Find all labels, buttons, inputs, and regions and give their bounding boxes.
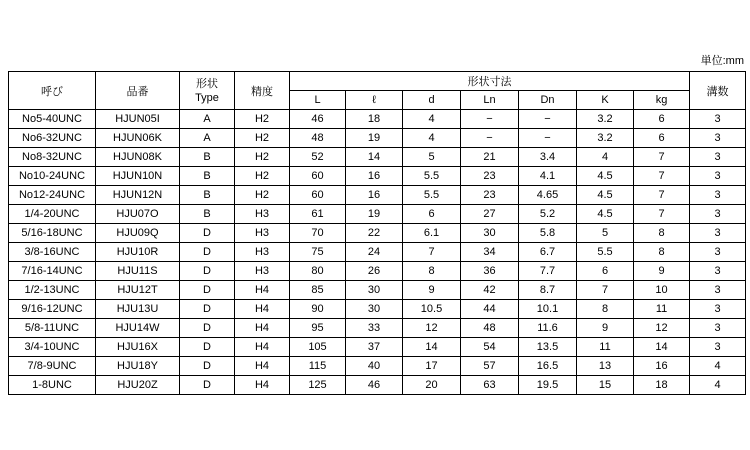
cell-kg: 7 bbox=[634, 148, 690, 167]
cell-ln: 44 bbox=[461, 300, 519, 319]
cell-accuracy: H3 bbox=[235, 243, 290, 262]
cell-script-l: 40 bbox=[346, 357, 403, 376]
cell-grooves: 3 bbox=[690, 300, 746, 319]
cell-dn: 10.1 bbox=[519, 300, 577, 319]
cell-ln: 63 bbox=[461, 376, 519, 395]
cell-type: D bbox=[180, 319, 235, 338]
cell-d: 9 bbox=[403, 281, 461, 300]
table-row bbox=[9, 129, 746, 148]
cell-kg: 7 bbox=[634, 186, 690, 205]
cell-script-l: 30 bbox=[346, 300, 403, 319]
cell-accuracy: H4 bbox=[235, 319, 290, 338]
cell-call: 1-8UNC bbox=[9, 376, 96, 395]
cell-l: 80 bbox=[290, 262, 346, 281]
cell-call: 3/4-10UNC bbox=[9, 338, 96, 357]
cell-grooves: 4 bbox=[690, 376, 746, 395]
cell-k: 4 bbox=[577, 148, 634, 167]
header-dimensions: 形状寸法 bbox=[290, 72, 690, 91]
cell-l: 70 bbox=[290, 224, 346, 243]
cell-type: B bbox=[180, 186, 235, 205]
header-shape-type bbox=[180, 72, 235, 110]
cell-ln: 36 bbox=[461, 262, 519, 281]
cell-kg: 9 bbox=[634, 262, 690, 281]
cell-part-number: HJU16X bbox=[96, 338, 180, 357]
cell-k: 5 bbox=[577, 224, 634, 243]
cell-accuracy: H2 bbox=[235, 110, 290, 129]
cell-grooves: 3 bbox=[690, 129, 746, 148]
cell-ln: 23 bbox=[461, 167, 519, 186]
cell-l: 85 bbox=[290, 281, 346, 300]
cell-k: 4.5 bbox=[577, 167, 634, 186]
cell-type: D bbox=[180, 243, 235, 262]
cell-call: 1/4-20UNC bbox=[9, 205, 96, 224]
cell-kg: 16 bbox=[634, 357, 690, 376]
cell-script-l: 16 bbox=[346, 186, 403, 205]
table-row bbox=[9, 110, 746, 129]
table-row bbox=[9, 243, 746, 262]
header-type-label: Type bbox=[195, 91, 219, 104]
cell-ln: 21 bbox=[461, 148, 519, 167]
table-row bbox=[9, 281, 746, 300]
cell-accuracy: H2 bbox=[235, 167, 290, 186]
cell-k: 8 bbox=[577, 300, 634, 319]
cell-call: 3/8-16UNC bbox=[9, 243, 96, 262]
header-dim-ln: Ln bbox=[461, 91, 519, 110]
cell-type: A bbox=[180, 129, 235, 148]
cell-ln: − bbox=[461, 110, 519, 129]
cell-accuracy: H2 bbox=[235, 129, 290, 148]
cell-d: 5.5 bbox=[403, 186, 461, 205]
header-dim-k: K bbox=[577, 91, 634, 110]
cell-kg: 7 bbox=[634, 205, 690, 224]
cell-type: A bbox=[180, 110, 235, 129]
header-dim-kg: kg bbox=[634, 91, 690, 110]
cell-l: 90 bbox=[290, 300, 346, 319]
cell-accuracy: H4 bbox=[235, 357, 290, 376]
cell-dn: 4.65 bbox=[519, 186, 577, 205]
cell-k: 3.2 bbox=[577, 110, 634, 129]
cell-l: 52 bbox=[290, 148, 346, 167]
cell-part-number: HJUN06K bbox=[96, 129, 180, 148]
cell-l: 61 bbox=[290, 205, 346, 224]
cell-grooves: 3 bbox=[690, 167, 746, 186]
cell-d: 5.5 bbox=[403, 167, 461, 186]
cell-accuracy: H2 bbox=[235, 148, 290, 167]
cell-d: 5 bbox=[403, 148, 461, 167]
cell-script-l: 37 bbox=[346, 338, 403, 357]
cell-script-l: 14 bbox=[346, 148, 403, 167]
cell-ln: 27 bbox=[461, 205, 519, 224]
cell-call: 5/8-11UNC bbox=[9, 319, 96, 338]
cell-part-number: HJU13U bbox=[96, 300, 180, 319]
cell-dn: 4.1 bbox=[519, 167, 577, 186]
cell-type: D bbox=[180, 376, 235, 395]
cell-k: 3.2 bbox=[577, 129, 634, 148]
cell-grooves: 3 bbox=[690, 205, 746, 224]
cell-type: D bbox=[180, 357, 235, 376]
cell-part-number: HJUN08K bbox=[96, 148, 180, 167]
header-grooves: 溝数 bbox=[690, 72, 746, 110]
cell-kg: 6 bbox=[634, 110, 690, 129]
cell-type: B bbox=[180, 167, 235, 186]
table-row bbox=[9, 338, 746, 357]
cell-grooves: 3 bbox=[690, 319, 746, 338]
cell-dn: 19.5 bbox=[519, 376, 577, 395]
cell-part-number: HJU11S bbox=[96, 262, 180, 281]
cell-ln: 48 bbox=[461, 319, 519, 338]
cell-type: D bbox=[180, 281, 235, 300]
cell-accuracy: H3 bbox=[235, 224, 290, 243]
cell-accuracy: H3 bbox=[235, 205, 290, 224]
cell-l: 46 bbox=[290, 110, 346, 129]
cell-d: 17 bbox=[403, 357, 461, 376]
table-row bbox=[9, 262, 746, 281]
cell-call: No5-40UNC bbox=[9, 110, 96, 129]
cell-part-number: HJUN10N bbox=[96, 167, 180, 186]
cell-d: 12 bbox=[403, 319, 461, 338]
table-row bbox=[9, 186, 746, 205]
header-dim-dn: Dn bbox=[519, 91, 577, 110]
cell-l: 125 bbox=[290, 376, 346, 395]
cell-part-number: HJU09Q bbox=[96, 224, 180, 243]
header-part-number: 品番 bbox=[96, 72, 180, 110]
table-row bbox=[9, 224, 746, 243]
header-dim-l: L bbox=[290, 91, 346, 110]
cell-call: No12-24UNC bbox=[9, 186, 96, 205]
cell-d: 10.5 bbox=[403, 300, 461, 319]
cell-ln: 42 bbox=[461, 281, 519, 300]
cell-accuracy: H3 bbox=[235, 262, 290, 281]
cell-d: 4 bbox=[403, 129, 461, 148]
cell-part-number: HJUN05I bbox=[96, 110, 180, 129]
cell-accuracy: H4 bbox=[235, 281, 290, 300]
cell-ln: 23 bbox=[461, 186, 519, 205]
cell-grooves: 3 bbox=[690, 224, 746, 243]
cell-l: 60 bbox=[290, 186, 346, 205]
cell-script-l: 46 bbox=[346, 376, 403, 395]
cell-type: D bbox=[180, 224, 235, 243]
cell-l: 115 bbox=[290, 357, 346, 376]
header-dim-script-l: ℓ bbox=[346, 91, 403, 110]
table-row bbox=[9, 148, 746, 167]
cell-kg: 14 bbox=[634, 338, 690, 357]
cell-k: 6 bbox=[577, 262, 634, 281]
cell-type: D bbox=[180, 338, 235, 357]
cell-kg: 10 bbox=[634, 281, 690, 300]
cell-l: 60 bbox=[290, 167, 346, 186]
cell-grooves: 4 bbox=[690, 357, 746, 376]
cell-dn: 13.5 bbox=[519, 338, 577, 357]
cell-l: 75 bbox=[290, 243, 346, 262]
cell-script-l: 24 bbox=[346, 243, 403, 262]
cell-k: 4.5 bbox=[577, 186, 634, 205]
table-body bbox=[9, 110, 746, 395]
cell-script-l: 18 bbox=[346, 110, 403, 129]
cell-part-number: HJU20Z bbox=[96, 376, 180, 395]
cell-call: 7/16-14UNC bbox=[9, 262, 96, 281]
table-row bbox=[9, 376, 746, 395]
cell-k: 9 bbox=[577, 319, 634, 338]
cell-ln: 54 bbox=[461, 338, 519, 357]
cell-call: No6-32UNC bbox=[9, 129, 96, 148]
cell-k: 7 bbox=[577, 281, 634, 300]
cell-d: 6 bbox=[403, 205, 461, 224]
cell-kg: 12 bbox=[634, 319, 690, 338]
cell-d: 20 bbox=[403, 376, 461, 395]
cell-kg: 18 bbox=[634, 376, 690, 395]
cell-l: 105 bbox=[290, 338, 346, 357]
cell-type: B bbox=[180, 205, 235, 224]
cell-d: 8 bbox=[403, 262, 461, 281]
cell-grooves: 3 bbox=[690, 148, 746, 167]
cell-part-number: HJU14W bbox=[96, 319, 180, 338]
cell-script-l: 19 bbox=[346, 129, 403, 148]
cell-dn: 16.5 bbox=[519, 357, 577, 376]
cell-kg: 6 bbox=[634, 129, 690, 148]
cell-grooves: 3 bbox=[690, 338, 746, 357]
cell-script-l: 33 bbox=[346, 319, 403, 338]
cell-part-number: HJU18Y bbox=[96, 357, 180, 376]
cell-dn: 3.4 bbox=[519, 148, 577, 167]
cell-grooves: 3 bbox=[690, 186, 746, 205]
cell-part-number: HJU10R bbox=[96, 243, 180, 262]
header-row bbox=[9, 72, 746, 91]
unit-label: 単位:mm bbox=[700, 55, 744, 67]
cell-kg: 11 bbox=[634, 300, 690, 319]
cell-script-l: 16 bbox=[346, 167, 403, 186]
cell-grooves: 3 bbox=[690, 243, 746, 262]
cell-d: 14 bbox=[403, 338, 461, 357]
cell-l: 48 bbox=[290, 129, 346, 148]
cell-call: 9/16-12UNC bbox=[9, 300, 96, 319]
cell-script-l: 22 bbox=[346, 224, 403, 243]
cell-accuracy: H4 bbox=[235, 376, 290, 395]
spec-table bbox=[8, 71, 746, 395]
cell-accuracy: H4 bbox=[235, 338, 290, 357]
cell-k: 4.5 bbox=[577, 205, 634, 224]
cell-part-number: HJU12T bbox=[96, 281, 180, 300]
cell-part-number: HJUN12N bbox=[96, 186, 180, 205]
cell-grooves: 3 bbox=[690, 262, 746, 281]
cell-dn: 6.7 bbox=[519, 243, 577, 262]
table-row bbox=[9, 300, 746, 319]
cell-d: 7 bbox=[403, 243, 461, 262]
header-shape-label: 形状 bbox=[196, 77, 218, 90]
cell-call: 1/2-13UNC bbox=[9, 281, 96, 300]
cell-script-l: 19 bbox=[346, 205, 403, 224]
cell-script-l: 26 bbox=[346, 262, 403, 281]
cell-ln: 57 bbox=[461, 357, 519, 376]
table-row bbox=[9, 205, 746, 224]
cell-d: 6.1 bbox=[403, 224, 461, 243]
cell-k: 13 bbox=[577, 357, 634, 376]
cell-type: B bbox=[180, 148, 235, 167]
cell-l: 95 bbox=[290, 319, 346, 338]
header-call: 呼び bbox=[9, 72, 96, 110]
header-accuracy: 精度 bbox=[235, 72, 290, 110]
table-row bbox=[9, 357, 746, 376]
cell-d: 4 bbox=[403, 110, 461, 129]
cell-grooves: 3 bbox=[690, 281, 746, 300]
cell-call: 5/16-18UNC bbox=[9, 224, 96, 243]
cell-grooves: 3 bbox=[690, 110, 746, 129]
cell-k: 5.5 bbox=[577, 243, 634, 262]
cell-kg: 7 bbox=[634, 167, 690, 186]
cell-call: No10-24UNC bbox=[9, 167, 96, 186]
table-row bbox=[9, 167, 746, 186]
cell-k: 11 bbox=[577, 338, 634, 357]
cell-dn: 8.7 bbox=[519, 281, 577, 300]
cell-call: No8-32UNC bbox=[9, 148, 96, 167]
cell-dn: 11.6 bbox=[519, 319, 577, 338]
cell-script-l: 30 bbox=[346, 281, 403, 300]
cell-call: 7/8-9UNC bbox=[9, 357, 96, 376]
cell-kg: 8 bbox=[634, 224, 690, 243]
cell-k: 15 bbox=[577, 376, 634, 395]
table-row bbox=[9, 319, 746, 338]
cell-dn: 5.8 bbox=[519, 224, 577, 243]
header-dim-d: d bbox=[403, 91, 461, 110]
cell-part-number: HJU07O bbox=[96, 205, 180, 224]
cell-dn: − bbox=[519, 129, 577, 148]
cell-dn: 7.7 bbox=[519, 262, 577, 281]
cell-ln: − bbox=[461, 129, 519, 148]
cell-ln: 30 bbox=[461, 224, 519, 243]
cell-type: D bbox=[180, 300, 235, 319]
cell-dn: 5.2 bbox=[519, 205, 577, 224]
cell-ln: 34 bbox=[461, 243, 519, 262]
cell-type: D bbox=[180, 262, 235, 281]
cell-accuracy: H2 bbox=[235, 186, 290, 205]
cell-accuracy: H4 bbox=[235, 300, 290, 319]
cell-dn: − bbox=[519, 110, 577, 129]
cell-kg: 8 bbox=[634, 243, 690, 262]
